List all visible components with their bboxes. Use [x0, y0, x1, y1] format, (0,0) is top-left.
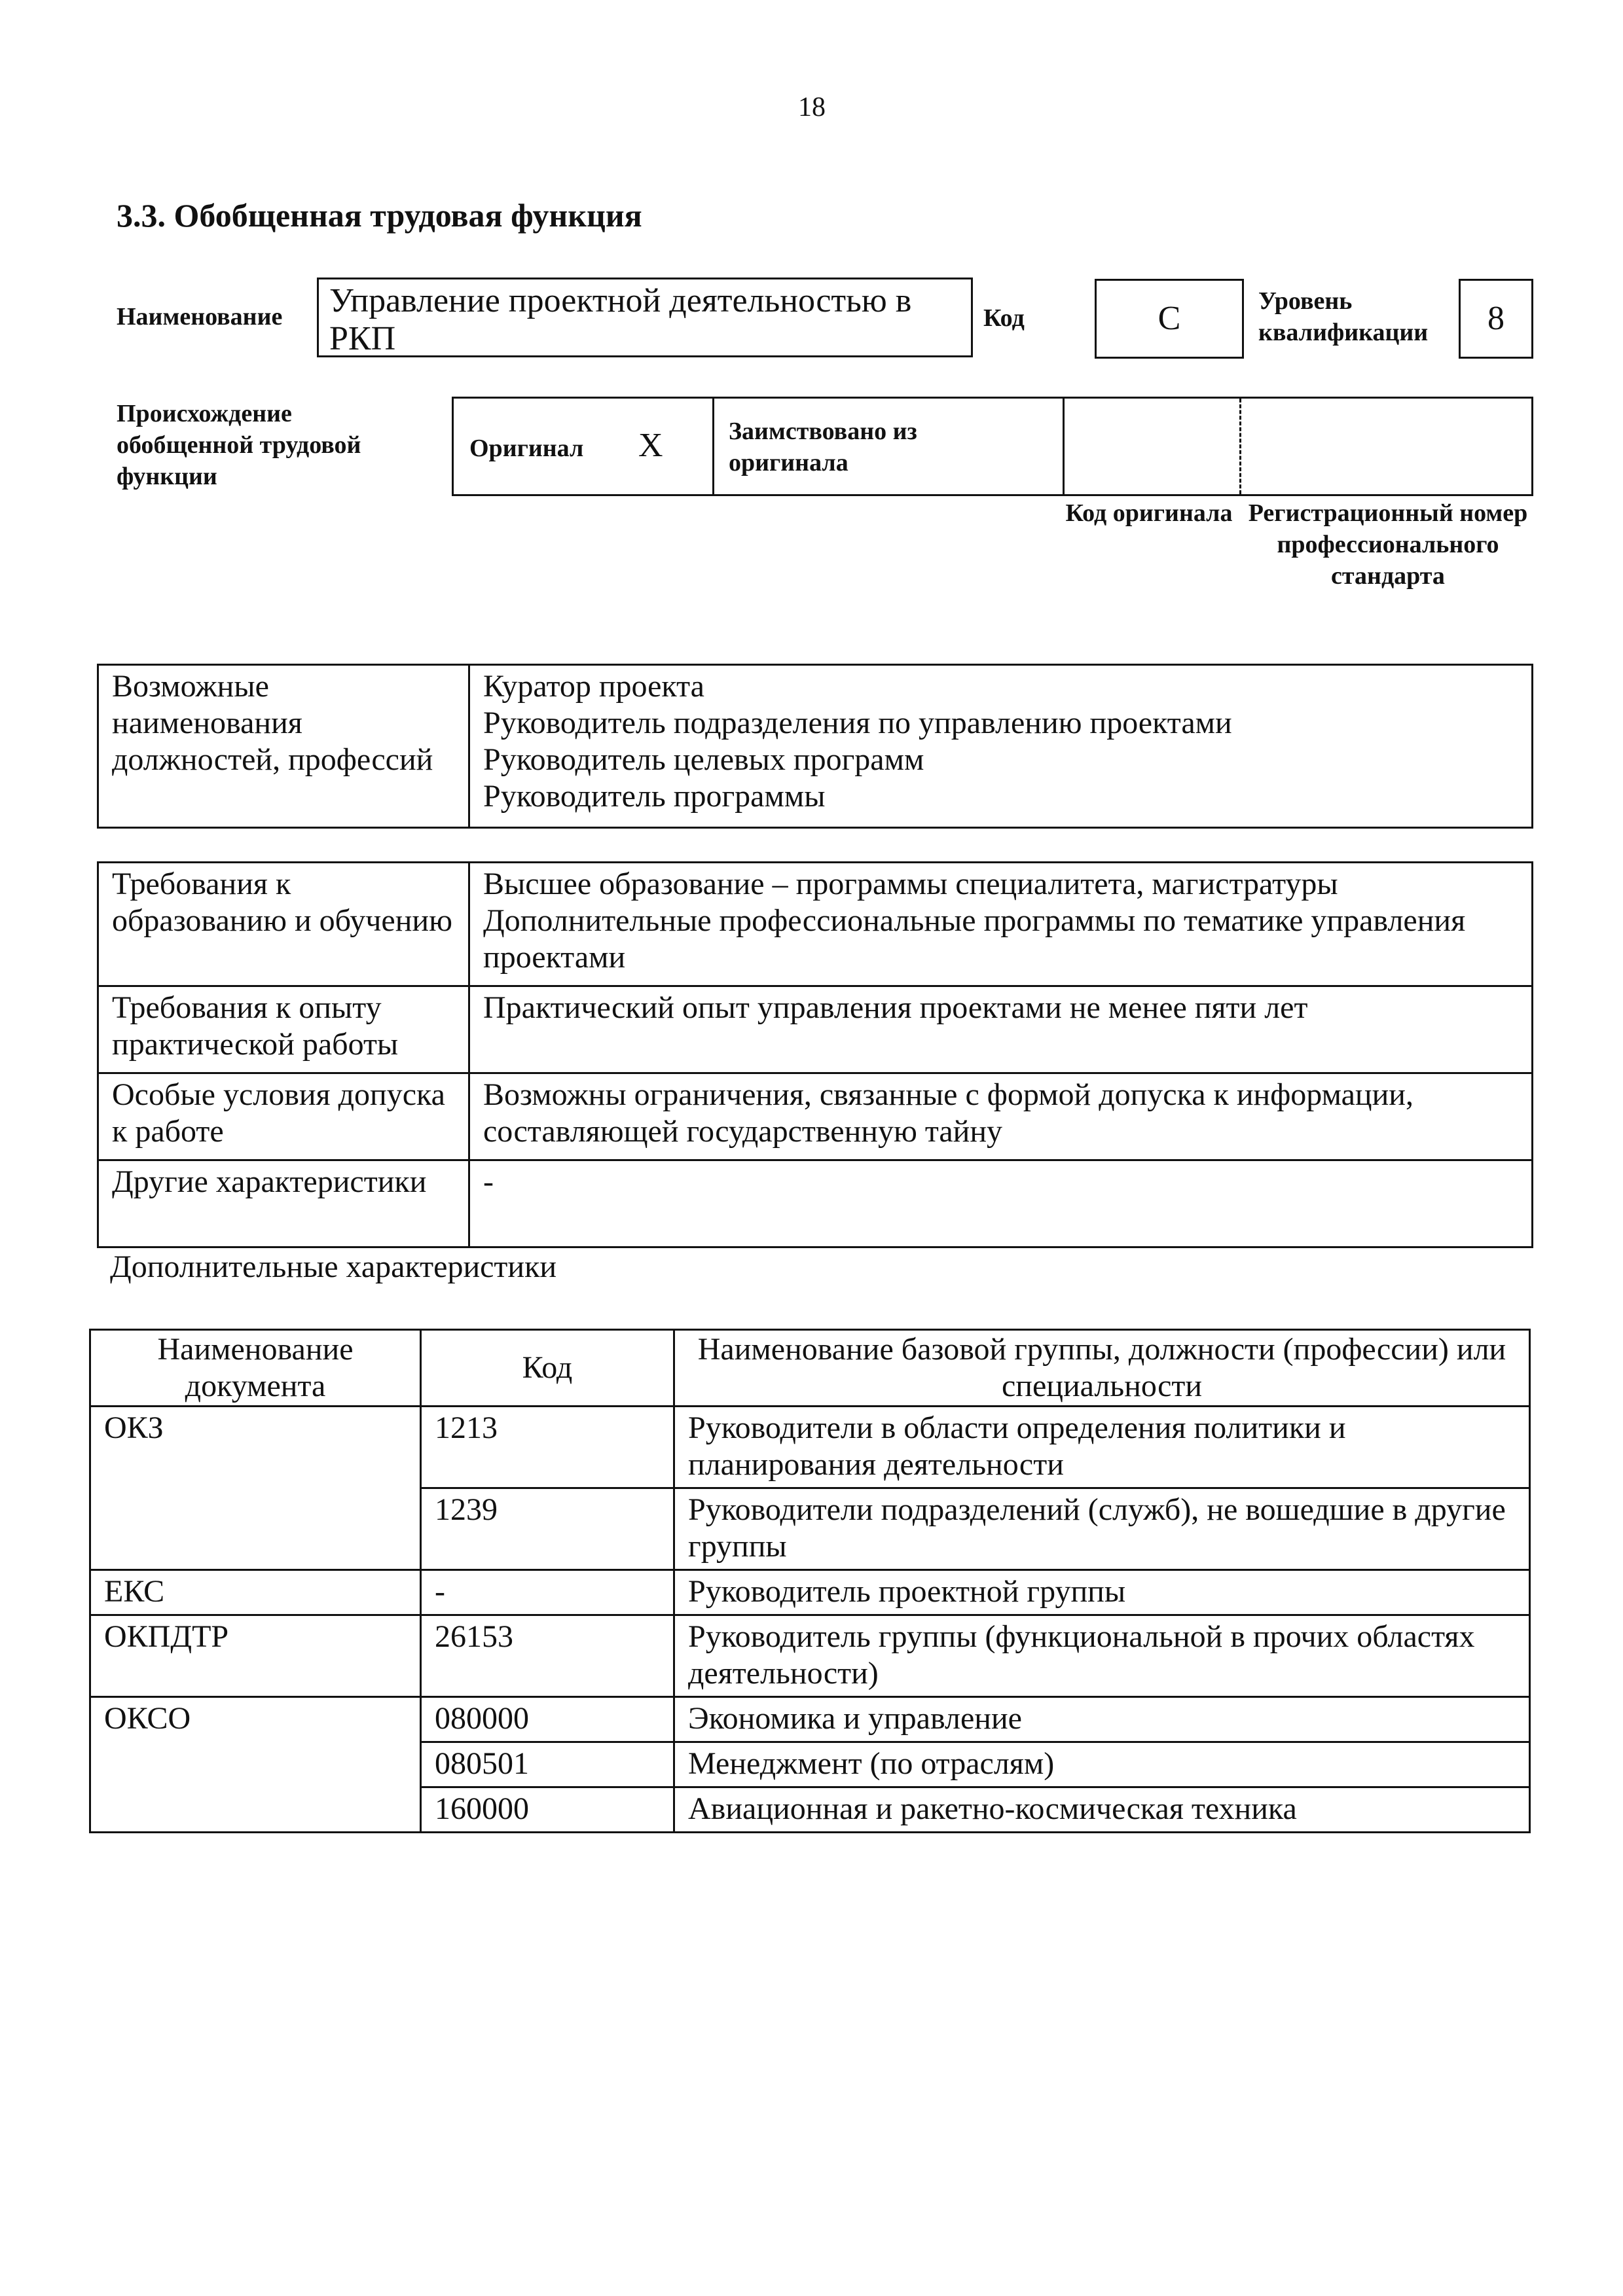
- position-item: Руководитель целевых программ: [483, 742, 924, 777]
- additional-title: Дополнительные характеристики: [110, 1249, 557, 1284]
- position-item: Руководитель программы: [483, 779, 826, 814]
- header-name: Наименование базовой группы, должности (профессии) или специальности: [674, 1330, 1530, 1407]
- doc-cell: ОКСО: [90, 1697, 421, 1833]
- requirement-label: Требования к опыту практической работы: [98, 986, 469, 1073]
- requirement-value: -: [469, 1160, 1533, 1247]
- name-cell: Авиационная и ракетно-космическая техника: [674, 1787, 1530, 1833]
- position-item: Куратор проекта: [483, 669, 704, 704]
- name-cell: Экономика и управление: [674, 1697, 1530, 1742]
- doc-cell: ОКПДТР: [90, 1615, 421, 1697]
- doc-cell: ОКЗ: [90, 1407, 421, 1570]
- requirement-row: [98, 1160, 1533, 1247]
- requirement-row: [98, 863, 1533, 986]
- level-label: Уровень квалификации: [1258, 287, 1429, 346]
- name-cell: Руководители в области определения политики и планирования деятельности: [674, 1407, 1530, 1488]
- table-row: [90, 1615, 1530, 1697]
- name-value: Управление проектной деятельностью в РКП: [329, 282, 912, 357]
- code-cell: -: [421, 1570, 674, 1615]
- section-title: 3.3. Обобщенная трудовая функция: [117, 197, 642, 234]
- requirement-label: Требования к образованию и обучению: [98, 863, 469, 986]
- positions-label: Возможные наименования должностей, профессий: [98, 665, 469, 828]
- name-cell: Менеджмент (по отраслям): [674, 1742, 1530, 1787]
- original-label: Оригинал: [469, 435, 584, 462]
- code-cell: 080501: [421, 1742, 674, 1787]
- code-cell: 26153: [421, 1615, 674, 1697]
- requirement-row: [98, 1073, 1533, 1160]
- origin-divider-2: [1063, 399, 1065, 494]
- positions-values: [469, 665, 1533, 828]
- requirement-label: Другие характеристики: [98, 1160, 469, 1247]
- code-cell: 1239: [421, 1488, 674, 1570]
- requirements-table: [97, 861, 1533, 1248]
- code-cell: 160000: [421, 1787, 674, 1833]
- position-item: Руководитель подразделения по управлению проектами: [483, 706, 1232, 740]
- code-value-box: [1095, 279, 1244, 359]
- origin-divider-1: [712, 399, 714, 494]
- original-mark: Х: [638, 427, 663, 464]
- requirement-row: [98, 986, 1533, 1073]
- requirement-value: Высшее образование – программы специалитета, магистратуры Дополнительные профессиональные программы по тематике управления проектами: [469, 863, 1533, 986]
- requirement-label: Особые условия допуска к работе: [98, 1073, 469, 1160]
- reg-number-caption: Регистрационный номер профессионального стандарта: [1248, 499, 1528, 590]
- positions-table: [97, 664, 1533, 829]
- additional-table: [89, 1329, 1531, 1833]
- origin-divider-3: [1239, 399, 1241, 494]
- code-cell: 080000: [421, 1697, 674, 1742]
- name-cell: Руководители подразделений (служб), не вошедшие в другие группы: [674, 1488, 1530, 1570]
- level-value-box: [1459, 279, 1533, 359]
- name-value-box: [317, 278, 973, 357]
- requirement-value: Возможны ограничения, связанные с формой допуска к информации, составляющей государственную тайну: [469, 1073, 1533, 1160]
- header-row: [90, 1330, 1530, 1407]
- code-value: С: [1158, 300, 1181, 337]
- doc-cell: ЕКС: [90, 1570, 421, 1615]
- code-original-caption: Код оригинала: [1065, 499, 1233, 527]
- header-code: Код: [421, 1330, 674, 1407]
- table-row: [90, 1407, 1530, 1488]
- header-doc: Наименование документа: [90, 1330, 421, 1407]
- borrowed-label: Заимствовано из оригинала: [729, 418, 917, 476]
- requirement-value: Практический опыт управления проектами не менее пяти лет: [469, 986, 1533, 1073]
- name-cell: Руководитель проектной группы: [674, 1570, 1530, 1615]
- origin-label: Происхождение обобщенной трудовой функции: [117, 400, 361, 490]
- name-cell: Руководитель группы (функциональной в прочих областях деятельности): [674, 1615, 1530, 1697]
- level-value: 8: [1487, 300, 1504, 337]
- origin-box: [452, 397, 1533, 496]
- code-label: Код: [983, 304, 1025, 332]
- table-row: [90, 1570, 1530, 1615]
- name-label: Наименование: [117, 303, 283, 331]
- positions-row: [98, 665, 1533, 828]
- table-row: [90, 1697, 1530, 1742]
- page-number: 18: [798, 92, 826, 122]
- code-cell: 1213: [421, 1407, 674, 1488]
